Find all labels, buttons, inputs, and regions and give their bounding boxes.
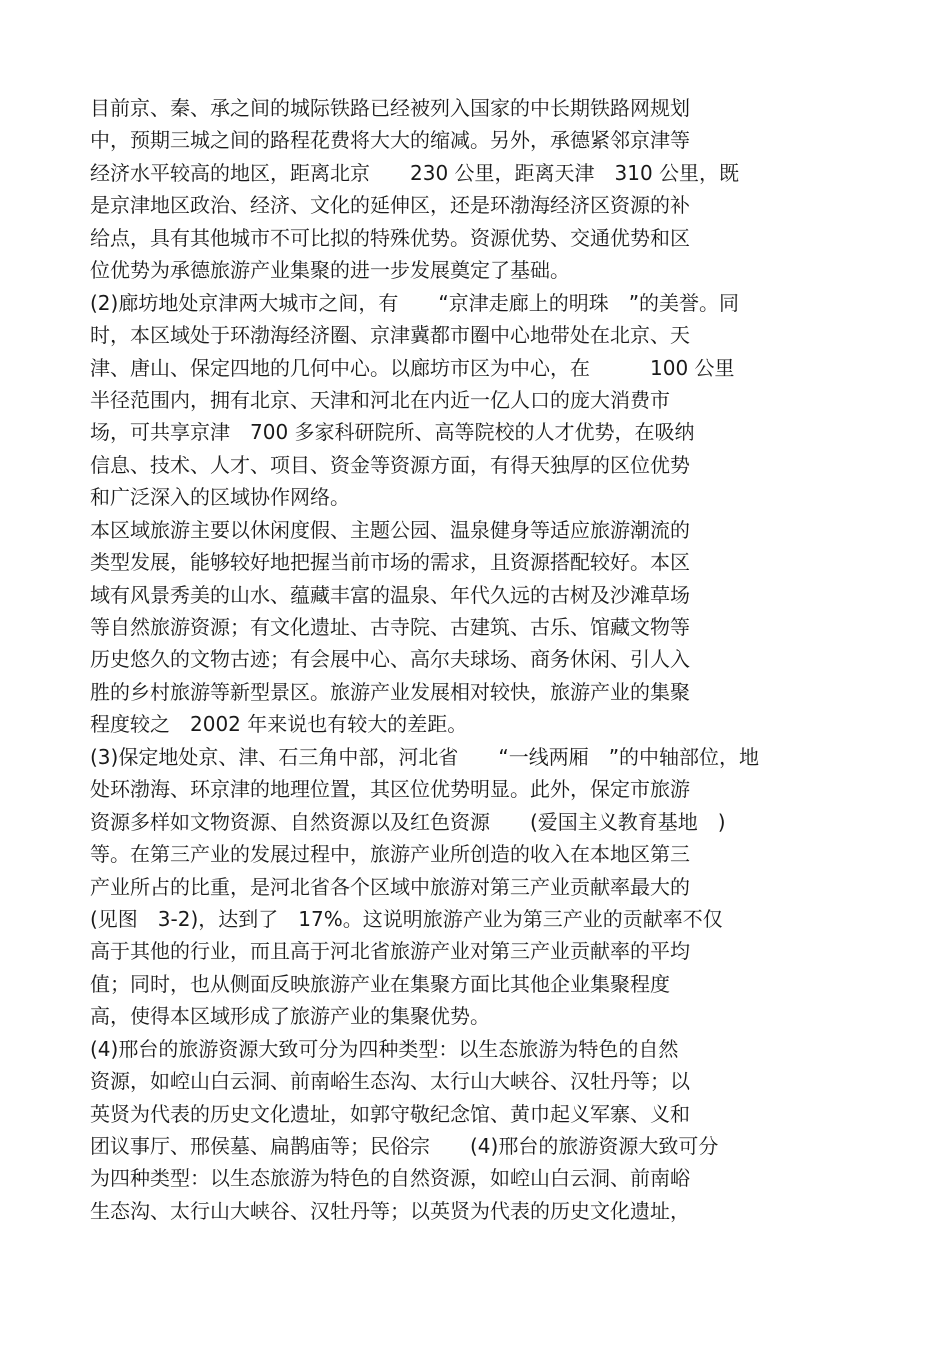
text-line: 时，本区域处于环渤海经济圈、京津冀都市圈中心地带处在北京、天 — [90, 323, 690, 348]
text-line: 信息、技术、人才、项目、资金等资源方面，有得天独厚的区位优势 — [90, 452, 690, 477]
text-line: (见图 3-2)，达到了 17%。这说明旅游产业为第三产业的贡献率不仅 — [90, 906, 723, 931]
text-line: 资源多样如文物资源、自然资源以及红色资源 (爱国主义教育基地 ) — [90, 809, 726, 834]
text-line: 团议事厅、邢侯墓、扁鹊庙等；民俗宗 (4)邢台的旅游资源大致可分 — [90, 1134, 719, 1158]
text-line: 经济水平较高的地区，距离北京 230 公里，距离天津 310 公里，既 — [90, 160, 740, 185]
text-line: 历史悠久的文物古迹；有会展中心、高尔夫球场、商务休闲、引人入 — [90, 647, 690, 672]
text-line: 生态沟、太行山大峡谷、汉牡丹等；以英贤为代表的历史文化遗址， — [90, 1198, 690, 1223]
text-line: 是京津地区政治、经济、文化的延伸区，还是环渤海经济区资源的补 — [90, 193, 690, 218]
text-line: 胜的乡村旅游等新型景区。旅游产业发展相对较快，旅游产业的集聚 — [90, 679, 690, 704]
text-line: 位优势为承德旅游产业集聚的进一步发展奠定了基础。 — [90, 258, 570, 283]
text-line: 域有风景秀美的山水、蕴藏丰富的温泉、年代久远的古树及沙滩草场 — [90, 582, 690, 607]
text-line: 高，使得本区域形成了旅游产业的集聚优势。 — [90, 1004, 490, 1029]
text-line: 给点，具有其他城市不可比拟的特殊优势。资源优势、交通优势和区 — [90, 225, 690, 250]
text-line: 等。在第三产业的发展过程中，旅游产业所创造的收入在本地区第三 — [90, 842, 690, 867]
text-line: 值；同时，也从侧面反映旅游产业在集聚方面比其他企业集聚程度 — [90, 971, 670, 996]
text-line: 产业所占的比重，是河北省各个区域中旅游对第三产业贡献率最大的 — [90, 874, 690, 899]
document-body — [90, 92, 870, 1227]
text-line: 程度较之 2002 年来说也有较大的差距。 — [90, 712, 468, 737]
text-line: (4)邢台的旅游资源大致可分为四种类型：以生态旅游为特色的自然 — [90, 1036, 679, 1061]
text-line: 中，预期三城之间的路程花费将大大的缩减。另外，承德紧邻京津等 — [90, 128, 690, 153]
text-line: 津、唐山、保定四地的几何中心。以廊坊市区为中心，在 100 公里 — [90, 355, 735, 380]
text-line: 为四种类型：以生态旅游为特色的自然资源，如崆山白云洞、前南峪 — [90, 1166, 690, 1191]
text-line: 处环渤海、环京津的地理位置，其区位优势明显。此外，保定市旅游 — [90, 777, 690, 802]
text-line: 等自然旅游资源；有文化遗址、古寺院、古建筑、古乐、馆藏文物等 — [90, 615, 690, 639]
text-line: 半径范围内，拥有北京、天津和河北在内近一亿人口的庞大消费市 — [90, 387, 670, 412]
text-line: 本区域旅游主要以休闲度假、主题公园、温泉健身等适应旅游潮流的 — [90, 517, 690, 542]
text-line: 高于其他的行业，而且高于河北省旅游产业对第三产业贡献率的平均 — [90, 939, 690, 964]
text-line: 类型发展，能够较好地把握当前市场的需求，且资源搭配较好。本区 — [90, 550, 690, 575]
text-line: 场，可共享京津 700 多家科研院所、高等院校的人才优势，在吸纳 — [90, 420, 695, 445]
text-line: (3)保定地处京、津、石三角中部，河北省 “一线两厢 ”的中轴部位，地 — [90, 744, 760, 769]
text-line: 和广泛深入的区域协作网络。 — [90, 485, 350, 510]
text-line: (2)廊坊地处京津两大城市之间，有 “京津走廊上的明珠 ”的美誉。同 — [90, 290, 740, 315]
text-line: 目前京、秦、承之间的城际铁路已经被列入国家的中长期铁路网规划 — [90, 96, 690, 120]
text-line: 英贤为代表的历史文化遗址，如郭守敬纪念馆、黄巾起义军寨、义和 — [90, 1101, 690, 1126]
text-line: 资源，如崆山白云洞、前南峪生态沟、太行山大峡谷、汉牡丹等；以 — [90, 1069, 690, 1094]
